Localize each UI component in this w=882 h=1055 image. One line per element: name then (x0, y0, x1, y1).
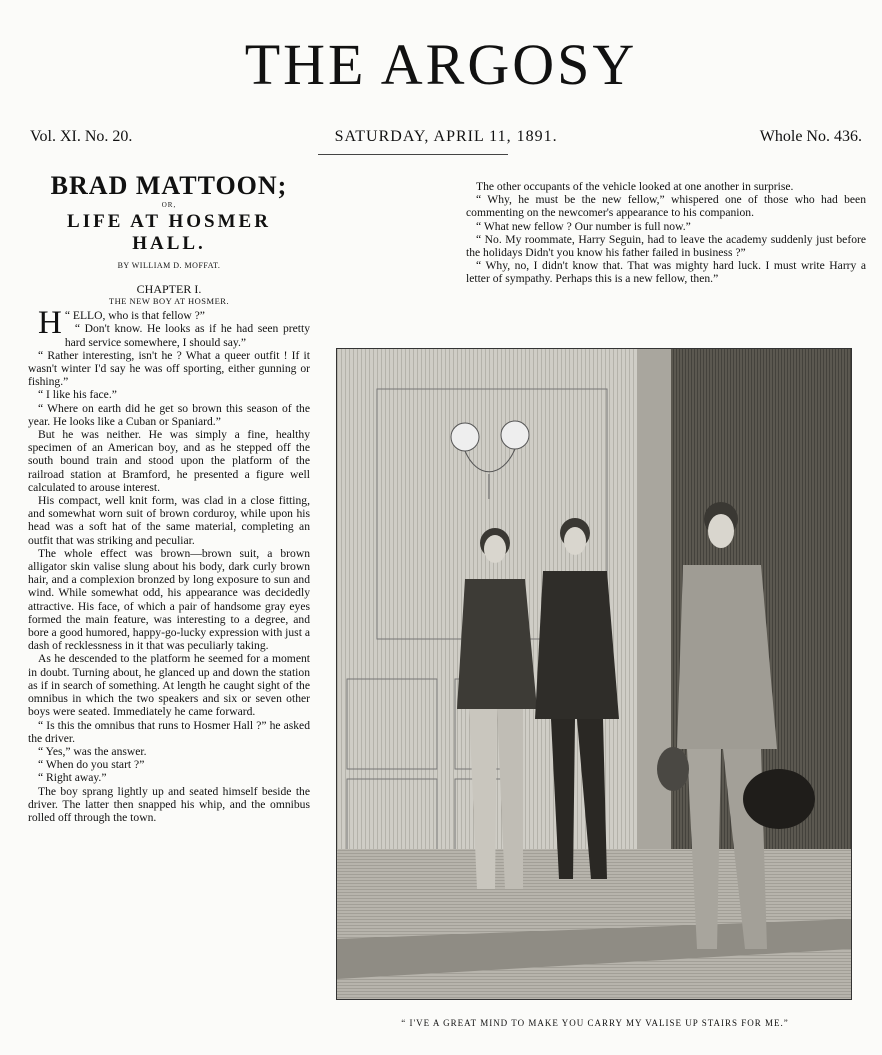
paragraph: “ Where on earth did he get so brown this season of the year. He looks like a Cuban or Spaniard.” (28, 401, 310, 428)
paragraph: “ Don't know. He looks as if he had seen pretty hard service somewhere, I should say.” (64, 322, 310, 349)
chapter-title: THE NEW BOY AT HOSMER. (108, 296, 230, 307)
masthead-title: THE ARGOSY (244, 32, 638, 97)
paragraph: “ No. My roommate, Harry Seguin, had to leave the academy suddenly just before the holidays Didn't you know his father failed in business ?” (466, 232, 866, 260)
paragraph: The other occupants of the vehicle looked at one another in surprise. (476, 180, 794, 193)
volume-number: Vol. XI. No. 20. (30, 128, 133, 145)
whole-number: Whole No. 436. (759, 128, 862, 145)
paragraph: “ Is this the omnibus that runs to Hosmer Hall ?” he asked the driver. (28, 718, 310, 745)
paragraph-text: ELLO, who is that fellow ?” (72, 309, 205, 323)
engraving-drawing (337, 349, 851, 999)
illustration-caption: “ I'VE A GREAT MIND TO MAKE YOU CARRY MY VALISE UP STAIRS FOR ME.” (401, 1018, 789, 1028)
byline: BY WILLIAM D. MOFFAT. (117, 261, 221, 270)
paragraph: His compact, well knit form, was clad in a close fitting, and somewhat worn suit of brown corduroy, while upon his head was a soft hat of the same material, completing an outfit that was striking and peculiar. (28, 494, 310, 547)
hat (657, 747, 689, 791)
issue-line (30, 128, 862, 146)
paragraph: “ Right away.” (38, 771, 107, 785)
drop-cap: H (38, 305, 62, 342)
story-title: BRAD MATTOON; (50, 171, 288, 200)
paragraph: “ What new fellow ? Our number is full now.” (476, 219, 691, 233)
story-subtitle: LIFE AT HOSMER HALL. (67, 211, 271, 254)
paragraph: “ Why, no, I didn't know that. That was mighty hard luck. I must write Harry a letter of sympathy. Perhaps this is a new fellow, then.” (466, 259, 866, 286)
paragraph: But he was neither. He was simply a fine, healthy specimen of an American boy, and as he stepped off the south bound train and stood upon the platform of the railroad station at Bramford, he presented a figure well calculated to arouse interest. (28, 428, 310, 494)
valise (743, 769, 815, 829)
paragraph: “ Why, he must be the new fellow,” whispered one of those who had been commenting on the newcomer's appearance to his companion. (466, 193, 866, 220)
left-column (28, 172, 310, 824)
paragraph: “ When do you start ?” (38, 758, 145, 772)
paragraph: As he descended to the platform he seemed for a moment in doubt. Turning about, he glanced up and down the station as if in search of something. At length he caught sight of the omnibus in which the two speakers and six or seven other boys were seated. Immediately he came forward. (28, 652, 310, 719)
paragraph: “ I like his face.” (38, 388, 117, 402)
story-or: OR, (161, 201, 177, 209)
engraving-illustration (336, 348, 852, 1000)
date-rule (318, 154, 508, 155)
paragraph: “ Yes,” was the answer. (38, 744, 147, 758)
paragraph: “ Rather interesting, isn't he ? What a queer outfit ! If it wasn't winter I'd say he was off sporting, either gunning or fishing.” (28, 348, 310, 389)
open-quote: “ (64, 309, 73, 323)
right-column (466, 180, 866, 286)
paragraph: The boy sprang lightly up and seated himself beside the driver. The latter then snapped his whip, and the omnibus rolled off through the town. (28, 784, 310, 824)
issue-date: SATURDAY, APRIL 11, 1891. (334, 128, 558, 145)
paragraph: The whole effect was brown—brown suit, a brown alligator skin valise slung about his body, dark curly brown hair, and a complexion bronzed by long exposure to sun and wind. While somewhat odd, his appearance was decidedly attractive. His face, of which a pair of handsome gray eyes formed the main feature, was interesting to a degree, and bore a good humored, happy-go-lucky expression with just a dash of recklessness in it that was peculiarly taking. (28, 546, 310, 653)
chapter-heading: CHAPTER I. (136, 282, 202, 297)
